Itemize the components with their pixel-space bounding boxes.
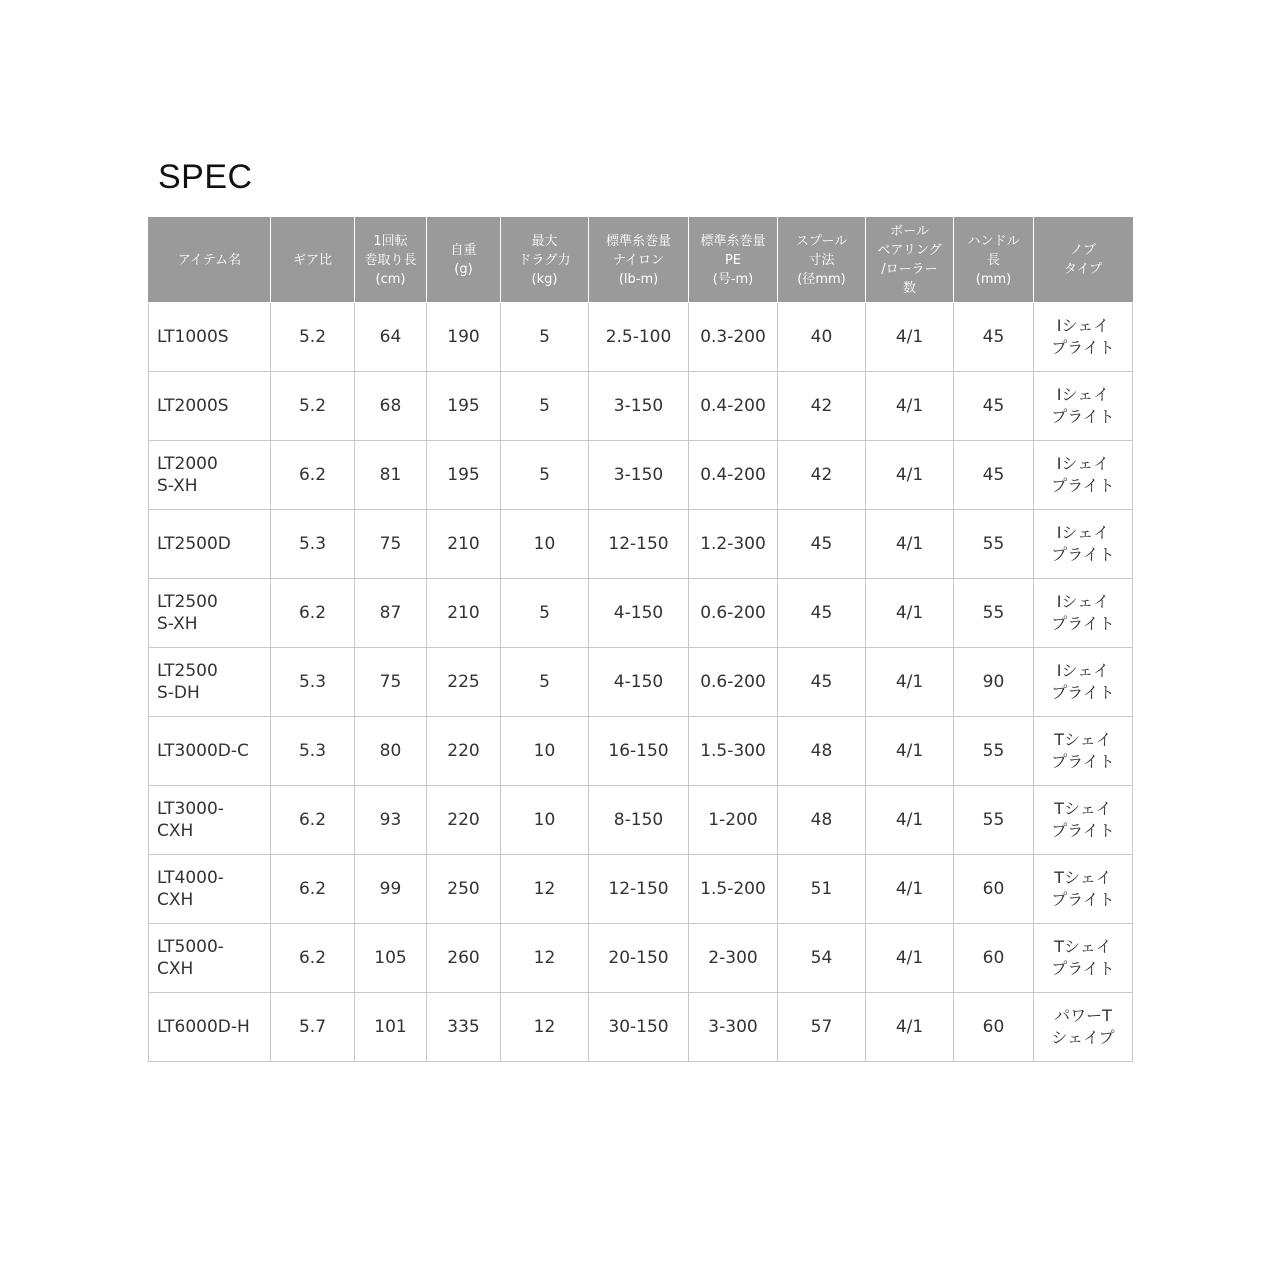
- cell-weight: 335: [427, 993, 501, 1062]
- cell-pe-capacity: 1-200: [689, 786, 778, 855]
- cell-handle-length: 55: [954, 717, 1034, 786]
- header-pe-capacity: 標準糸巻量 PE (号-m): [689, 218, 778, 303]
- table-header-row: [149, 218, 1133, 303]
- cell-nylon-capacity: 12-150: [589, 510, 689, 579]
- cell-max-drag: 10: [501, 717, 589, 786]
- cell-gear-ratio: 6.2: [271, 441, 355, 510]
- cell-gear-ratio: 5.2: [271, 372, 355, 441]
- table-row: [149, 648, 1133, 717]
- cell-max-drag: 12: [501, 855, 589, 924]
- cell-knob-type: Iシェイ プライト: [1034, 441, 1133, 510]
- cell-bearings: 4/1: [866, 579, 954, 648]
- cell-nylon-capacity: 12-150: [589, 855, 689, 924]
- cell-weight: 195: [427, 441, 501, 510]
- cell-nylon-capacity: 20-150: [589, 924, 689, 993]
- cell-spool-size: 42: [778, 372, 866, 441]
- cell-weight: 190: [427, 303, 501, 372]
- cell-max-drag: 5: [501, 648, 589, 717]
- cell-pe-capacity: 3-300: [689, 993, 778, 1062]
- cell-max-drag: 5: [501, 441, 589, 510]
- header-max-drag: 最大 ドラグ力 (kg): [501, 218, 589, 303]
- cell-knob-type: Tシェイ プライト: [1034, 855, 1133, 924]
- cell-bearings: 4/1: [866, 510, 954, 579]
- cell-nylon-capacity: 8-150: [589, 786, 689, 855]
- header-gear-ratio: ギア比: [271, 218, 355, 303]
- cell-handle-length: 45: [954, 303, 1034, 372]
- cell-handle-length: 55: [954, 510, 1034, 579]
- cell-weight: 220: [427, 786, 501, 855]
- cell-spool-size: 42: [778, 441, 866, 510]
- table-row: [149, 372, 1133, 441]
- cell-item-name: LT2000 S-XH: [149, 441, 271, 510]
- cell-retrieve-length: 81: [355, 441, 427, 510]
- cell-item-name: LT4000- CXH: [149, 855, 271, 924]
- cell-handle-length: 55: [954, 579, 1034, 648]
- cell-nylon-capacity: 2.5-100: [589, 303, 689, 372]
- cell-handle-length: 45: [954, 441, 1034, 510]
- cell-pe-capacity: 0.3-200: [689, 303, 778, 372]
- header-spool-size: スプール 寸法 (径mm): [778, 218, 866, 303]
- cell-pe-capacity: 1.5-300: [689, 717, 778, 786]
- cell-nylon-capacity: 30-150: [589, 993, 689, 1062]
- cell-nylon-capacity: 3-150: [589, 372, 689, 441]
- cell-gear-ratio: 5.3: [271, 648, 355, 717]
- cell-knob-type: Tシェイ プライト: [1034, 924, 1133, 993]
- cell-pe-capacity: 1.5-200: [689, 855, 778, 924]
- cell-spool-size: 40: [778, 303, 866, 372]
- cell-weight: 210: [427, 510, 501, 579]
- cell-item-name: LT3000- CXH: [149, 786, 271, 855]
- cell-bearings: 4/1: [866, 303, 954, 372]
- table-row: [149, 510, 1133, 579]
- cell-item-name: LT1000S: [149, 303, 271, 372]
- cell-spool-size: 45: [778, 579, 866, 648]
- cell-retrieve-length: 101: [355, 993, 427, 1062]
- table-row: [149, 717, 1133, 786]
- cell-spool-size: 57: [778, 993, 866, 1062]
- cell-item-name: LT3000D-C: [149, 717, 271, 786]
- cell-knob-type: Iシェイ プライト: [1034, 303, 1133, 372]
- cell-pe-capacity: 2-300: [689, 924, 778, 993]
- cell-retrieve-length: 87: [355, 579, 427, 648]
- cell-gear-ratio: 5.3: [271, 717, 355, 786]
- header-retrieve-length: 1回転 巻取り長 (cm): [355, 218, 427, 303]
- cell-pe-capacity: 1.2-300: [689, 510, 778, 579]
- cell-knob-type: Tシェイ プライト: [1034, 717, 1133, 786]
- table-row: [149, 924, 1133, 993]
- cell-weight: 210: [427, 579, 501, 648]
- cell-nylon-capacity: 16-150: [589, 717, 689, 786]
- table-row: [149, 855, 1133, 924]
- cell-knob-type: Iシェイ プライト: [1034, 648, 1133, 717]
- cell-handle-length: 90: [954, 648, 1034, 717]
- cell-weight: 195: [427, 372, 501, 441]
- cell-spool-size: 54: [778, 924, 866, 993]
- cell-weight: 250: [427, 855, 501, 924]
- table-row: [149, 441, 1133, 510]
- cell-nylon-capacity: 3-150: [589, 441, 689, 510]
- cell-spool-size: 48: [778, 786, 866, 855]
- cell-retrieve-length: 68: [355, 372, 427, 441]
- cell-gear-ratio: 5.3: [271, 510, 355, 579]
- cell-bearings: 4/1: [866, 441, 954, 510]
- cell-gear-ratio: 6.2: [271, 786, 355, 855]
- spec-table: [148, 217, 1133, 1062]
- table-row: [149, 993, 1133, 1062]
- cell-handle-length: 60: [954, 993, 1034, 1062]
- cell-knob-type: Iシェイ プライト: [1034, 372, 1133, 441]
- header-bearings: ボール ベアリング /ローラー 数: [866, 218, 954, 303]
- cell-gear-ratio: 6.2: [271, 924, 355, 993]
- cell-gear-ratio: 5.7: [271, 993, 355, 1062]
- cell-nylon-capacity: 4-150: [589, 579, 689, 648]
- cell-spool-size: 45: [778, 648, 866, 717]
- cell-bearings: 4/1: [866, 993, 954, 1062]
- table-row: [149, 579, 1133, 648]
- cell-retrieve-length: 105: [355, 924, 427, 993]
- cell-handle-length: 60: [954, 855, 1034, 924]
- cell-pe-capacity: 0.4-200: [689, 372, 778, 441]
- cell-item-name: LT2500 S-XH: [149, 579, 271, 648]
- table-row: [149, 786, 1133, 855]
- cell-item-name: LT6000D-H: [149, 993, 271, 1062]
- cell-handle-length: 55: [954, 786, 1034, 855]
- cell-spool-size: 51: [778, 855, 866, 924]
- cell-bearings: 4/1: [866, 855, 954, 924]
- cell-item-name: LT5000- CXH: [149, 924, 271, 993]
- cell-max-drag: 10: [501, 786, 589, 855]
- cell-knob-type: パワーT シェイプ: [1034, 993, 1133, 1062]
- cell-handle-length: 45: [954, 372, 1034, 441]
- cell-max-drag: 5: [501, 303, 589, 372]
- cell-bearings: 4/1: [866, 786, 954, 855]
- cell-bearings: 4/1: [866, 372, 954, 441]
- table-row: [149, 303, 1133, 372]
- cell-spool-size: 45: [778, 510, 866, 579]
- cell-bearings: 4/1: [866, 924, 954, 993]
- cell-weight: 260: [427, 924, 501, 993]
- cell-gear-ratio: 5.2: [271, 303, 355, 372]
- cell-retrieve-length: 64: [355, 303, 427, 372]
- cell-nylon-capacity: 4-150: [589, 648, 689, 717]
- cell-weight: 220: [427, 717, 501, 786]
- page-title: SPEC: [158, 158, 253, 196]
- cell-retrieve-length: 80: [355, 717, 427, 786]
- cell-max-drag: 5: [501, 372, 589, 441]
- header-nylon-capacity: 標準糸巻量 ナイロン (lb-m): [589, 218, 689, 303]
- cell-weight: 225: [427, 648, 501, 717]
- cell-gear-ratio: 6.2: [271, 855, 355, 924]
- cell-gear-ratio: 6.2: [271, 579, 355, 648]
- cell-handle-length: 60: [954, 924, 1034, 993]
- header-item-name: アイテム名: [149, 218, 271, 303]
- cell-max-drag: 10: [501, 510, 589, 579]
- cell-pe-capacity: 0.6-200: [689, 579, 778, 648]
- header-knob-type: ノブ タイプ: [1034, 218, 1133, 303]
- cell-retrieve-length: 75: [355, 510, 427, 579]
- cell-item-name: LT2500 S-DH: [149, 648, 271, 717]
- cell-spool-size: 48: [778, 717, 866, 786]
- cell-pe-capacity: 0.4-200: [689, 441, 778, 510]
- header-weight: 自重 (g): [427, 218, 501, 303]
- cell-pe-capacity: 0.6-200: [689, 648, 778, 717]
- cell-item-name: LT2000S: [149, 372, 271, 441]
- cell-retrieve-length: 99: [355, 855, 427, 924]
- cell-knob-type: Iシェイ プライト: [1034, 579, 1133, 648]
- cell-bearings: 4/1: [866, 648, 954, 717]
- cell-knob-type: Tシェイ プライト: [1034, 786, 1133, 855]
- cell-retrieve-length: 93: [355, 786, 427, 855]
- cell-max-drag: 12: [501, 993, 589, 1062]
- cell-item-name: LT2500D: [149, 510, 271, 579]
- cell-max-drag: 5: [501, 579, 589, 648]
- cell-knob-type: Iシェイ プライト: [1034, 510, 1133, 579]
- cell-max-drag: 12: [501, 924, 589, 993]
- cell-retrieve-length: 75: [355, 648, 427, 717]
- cell-bearings: 4/1: [866, 717, 954, 786]
- header-handle-length: ハンドル 長 (mm): [954, 218, 1034, 303]
